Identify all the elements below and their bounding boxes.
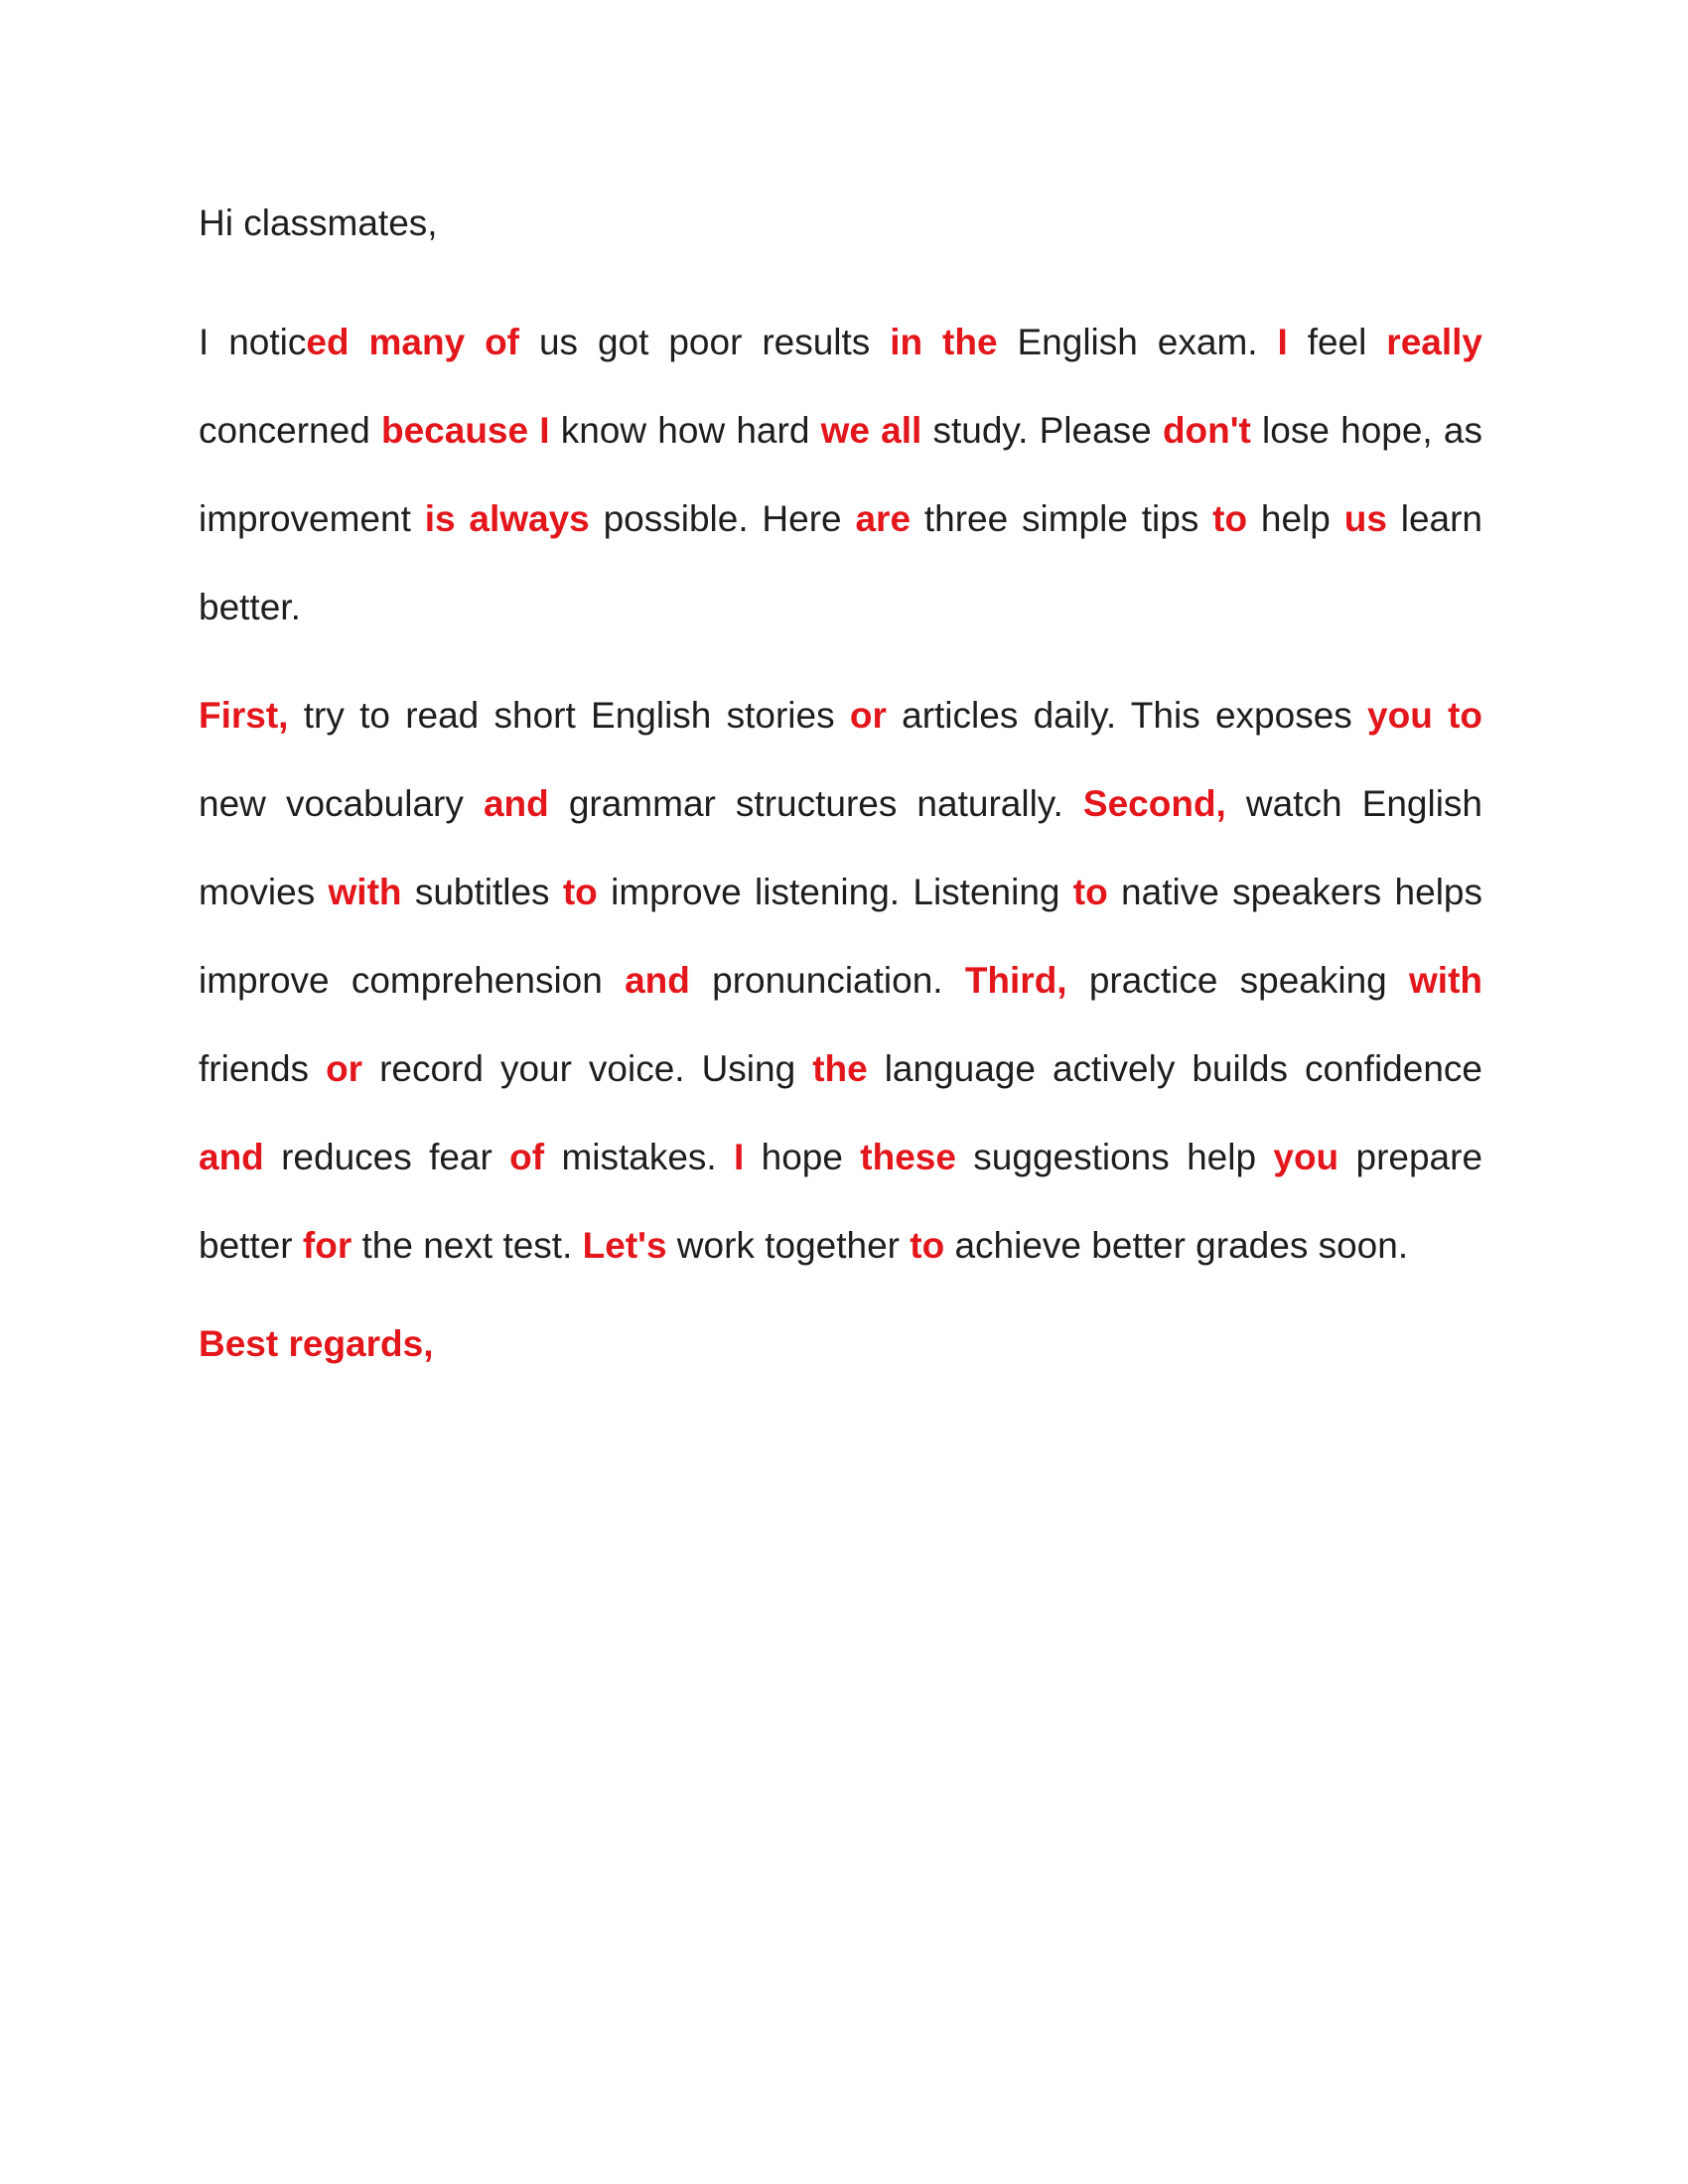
body-text: us got poor results (519, 322, 891, 362)
highlighted-text: or (849, 695, 887, 736)
highlighted-text: don't (1162, 410, 1251, 451)
body-text: language actively builds confidence (867, 1048, 1482, 1089)
letter-body (199, 298, 1482, 1290)
highlighted-text: is always (424, 498, 590, 539)
highlighted-text: you to (1367, 695, 1482, 736)
highlighted-text: First, (199, 695, 289, 736)
body-paragraph (199, 298, 1482, 651)
closing-line: Best regards, (199, 1323, 434, 1364)
body-text: native speakers helps improve comprehension (199, 872, 1482, 1001)
highlighted-text: you (1273, 1137, 1339, 1177)
body-text: feel (1287, 322, 1387, 362)
body-text: three simple tips (911, 498, 1213, 539)
highlighted-text: Third, (964, 960, 1067, 1001)
highlighted-text: we all (820, 410, 922, 451)
highlighted-text: to (1072, 872, 1108, 912)
greeting-line: Hi classmates, (199, 203, 438, 243)
body-text: learn better. (199, 498, 1483, 627)
highlighted-text: are (855, 498, 912, 539)
body-paragraph (199, 671, 1482, 1290)
highlighted-text: these (860, 1137, 956, 1177)
body-text: prepare better (199, 1137, 1483, 1266)
body-text: friends (199, 1048, 327, 1089)
body-text: improve listening. Listening (597, 872, 1073, 912)
body-text: study. Please (921, 410, 1163, 451)
highlighted-text: I (1277, 322, 1288, 362)
highlighted-text: Second, (1082, 783, 1226, 824)
highlighted-text: ed many of (306, 322, 520, 362)
body-text: lose hope, as improvement (199, 410, 1482, 539)
body-text: know how hard (549, 410, 821, 451)
highlighted-text: for (302, 1225, 352, 1266)
body-text: the next test. (352, 1225, 583, 1266)
body-text: reduces fear (263, 1137, 510, 1177)
highlighted-text: us (1343, 498, 1387, 539)
body-text: articles daily. This exposes (886, 695, 1368, 736)
highlighted-text: I (734, 1137, 745, 1177)
body-text: work together (666, 1225, 911, 1266)
highlighted-text: because I (380, 410, 550, 451)
body-text: achieve better grades soon. (944, 1225, 1409, 1266)
body-text: suggestions help (955, 1137, 1274, 1177)
highlighted-text: really (1386, 322, 1482, 362)
document-page (199, 189, 1482, 1379)
body-text: new vocabulary (199, 783, 484, 824)
highlighted-text: to (562, 872, 598, 912)
highlighted-text: and (483, 783, 549, 824)
body-text: I notic (199, 322, 307, 362)
highlighted-text: or (326, 1048, 363, 1089)
highlighted-text: with (328, 872, 402, 912)
body-text: mistakes. (544, 1137, 735, 1177)
body-text: possible. Here (589, 498, 856, 539)
body-text: subtitles (401, 872, 563, 912)
body-text: concerned (199, 410, 381, 451)
highlighted-text: to (1212, 498, 1248, 539)
highlighted-text: and (199, 1137, 264, 1177)
highlighted-text: the (812, 1048, 868, 1089)
body-text: hope (744, 1137, 861, 1177)
highlighted-text: of (509, 1137, 545, 1177)
highlighted-text: and (625, 960, 690, 1001)
highlighted-text: Let's (582, 1225, 667, 1266)
highlighted-text: to (910, 1225, 945, 1266)
body-text: try to read short English stories (288, 695, 850, 736)
body-text: record your voice. Using (362, 1048, 813, 1089)
body-text: grammar structures naturally. (548, 783, 1083, 824)
body-text: practice speaking (1066, 960, 1410, 1001)
highlighted-text: in the (890, 322, 998, 362)
body-text: watch English movies (199, 783, 1482, 912)
body-text: pronunciation. (689, 960, 965, 1001)
highlighted-text: with (1409, 960, 1482, 1001)
body-text: help (1247, 498, 1344, 539)
body-text: English exam. (997, 322, 1278, 362)
